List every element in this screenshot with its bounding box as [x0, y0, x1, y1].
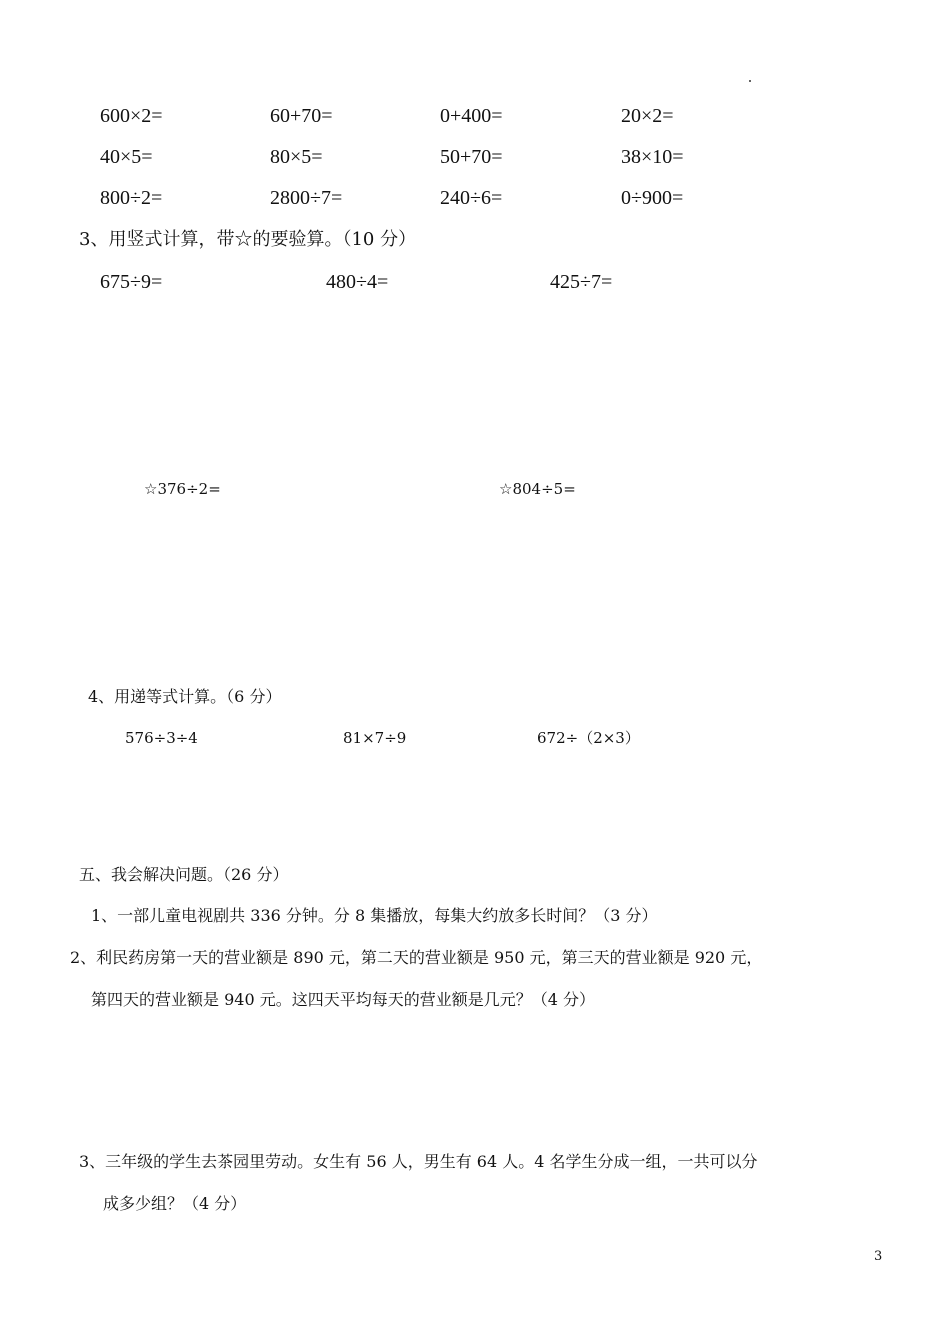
oral-calc-3-2: 2800÷7=	[270, 187, 343, 209]
problem-2-line-1: 2、利民药房第一天的营业额是 890 元，第二天的营业额是 950 元，第三天的营业额是 920 元，	[70, 948, 763, 967]
oral-calc-1-1: 600×2=	[100, 105, 163, 127]
section5-title: 五、我会解决问题。（26 分）	[79, 865, 289, 884]
q3-starred-2: ☆804÷5=	[499, 480, 576, 498]
oral-calc-3-3: 240÷6=	[440, 187, 503, 209]
q3-starred-1: ☆376÷2=	[144, 480, 221, 498]
q3-item-3: 425÷7=	[550, 271, 613, 293]
oral-calc-1-4: 20×2=	[621, 105, 674, 127]
q4-item-1: 576÷3÷4	[125, 729, 198, 747]
oral-calc-3-1: 800÷2=	[100, 187, 163, 209]
oral-calc-2-4: 38×10=	[621, 146, 684, 168]
problem-3-line-1: 3、三年级的学生去茶园里劳动。女生有 56 人，男生有 64 人。4 名学生分成一组，一共可以分	[79, 1152, 758, 1171]
page-number: 3	[874, 1249, 883, 1264]
q4-title: 4、用递等式计算。（6 分）	[88, 687, 282, 706]
q4-item-3: 672÷（2×3）	[537, 729, 640, 747]
oral-calc-1-3: 0+400=	[440, 105, 503, 127]
oral-calc-2-2: 80×5=	[270, 146, 323, 168]
problem-1: 1、一部儿童电视剧共 336 分钟。分 8 集播放，每集大约放多长时间？（3 分）	[91, 906, 658, 925]
problem-2-line-2: 第四天的营业额是 940 元。这四天平均每天的营业额是几元？（4 分）	[91, 990, 595, 1009]
q3-title: 3、用竖式计算，带☆的要验算。（10 分）	[79, 229, 417, 250]
oral-calc-3-4: 0÷900=	[621, 187, 684, 209]
q4-item-2: 81×7÷9	[343, 729, 407, 747]
oral-calc-1-2: 60+70=	[270, 105, 333, 127]
oral-calc-2-3: 50+70=	[440, 146, 503, 168]
q3-item-1: 675÷9=	[100, 271, 163, 293]
oral-calc-2-1: 40×5=	[100, 146, 153, 168]
stray-dot	[749, 80, 751, 82]
problem-3-line-2: 成多少组？（4 分）	[103, 1194, 247, 1213]
q3-item-2: 480÷4=	[326, 271, 389, 293]
